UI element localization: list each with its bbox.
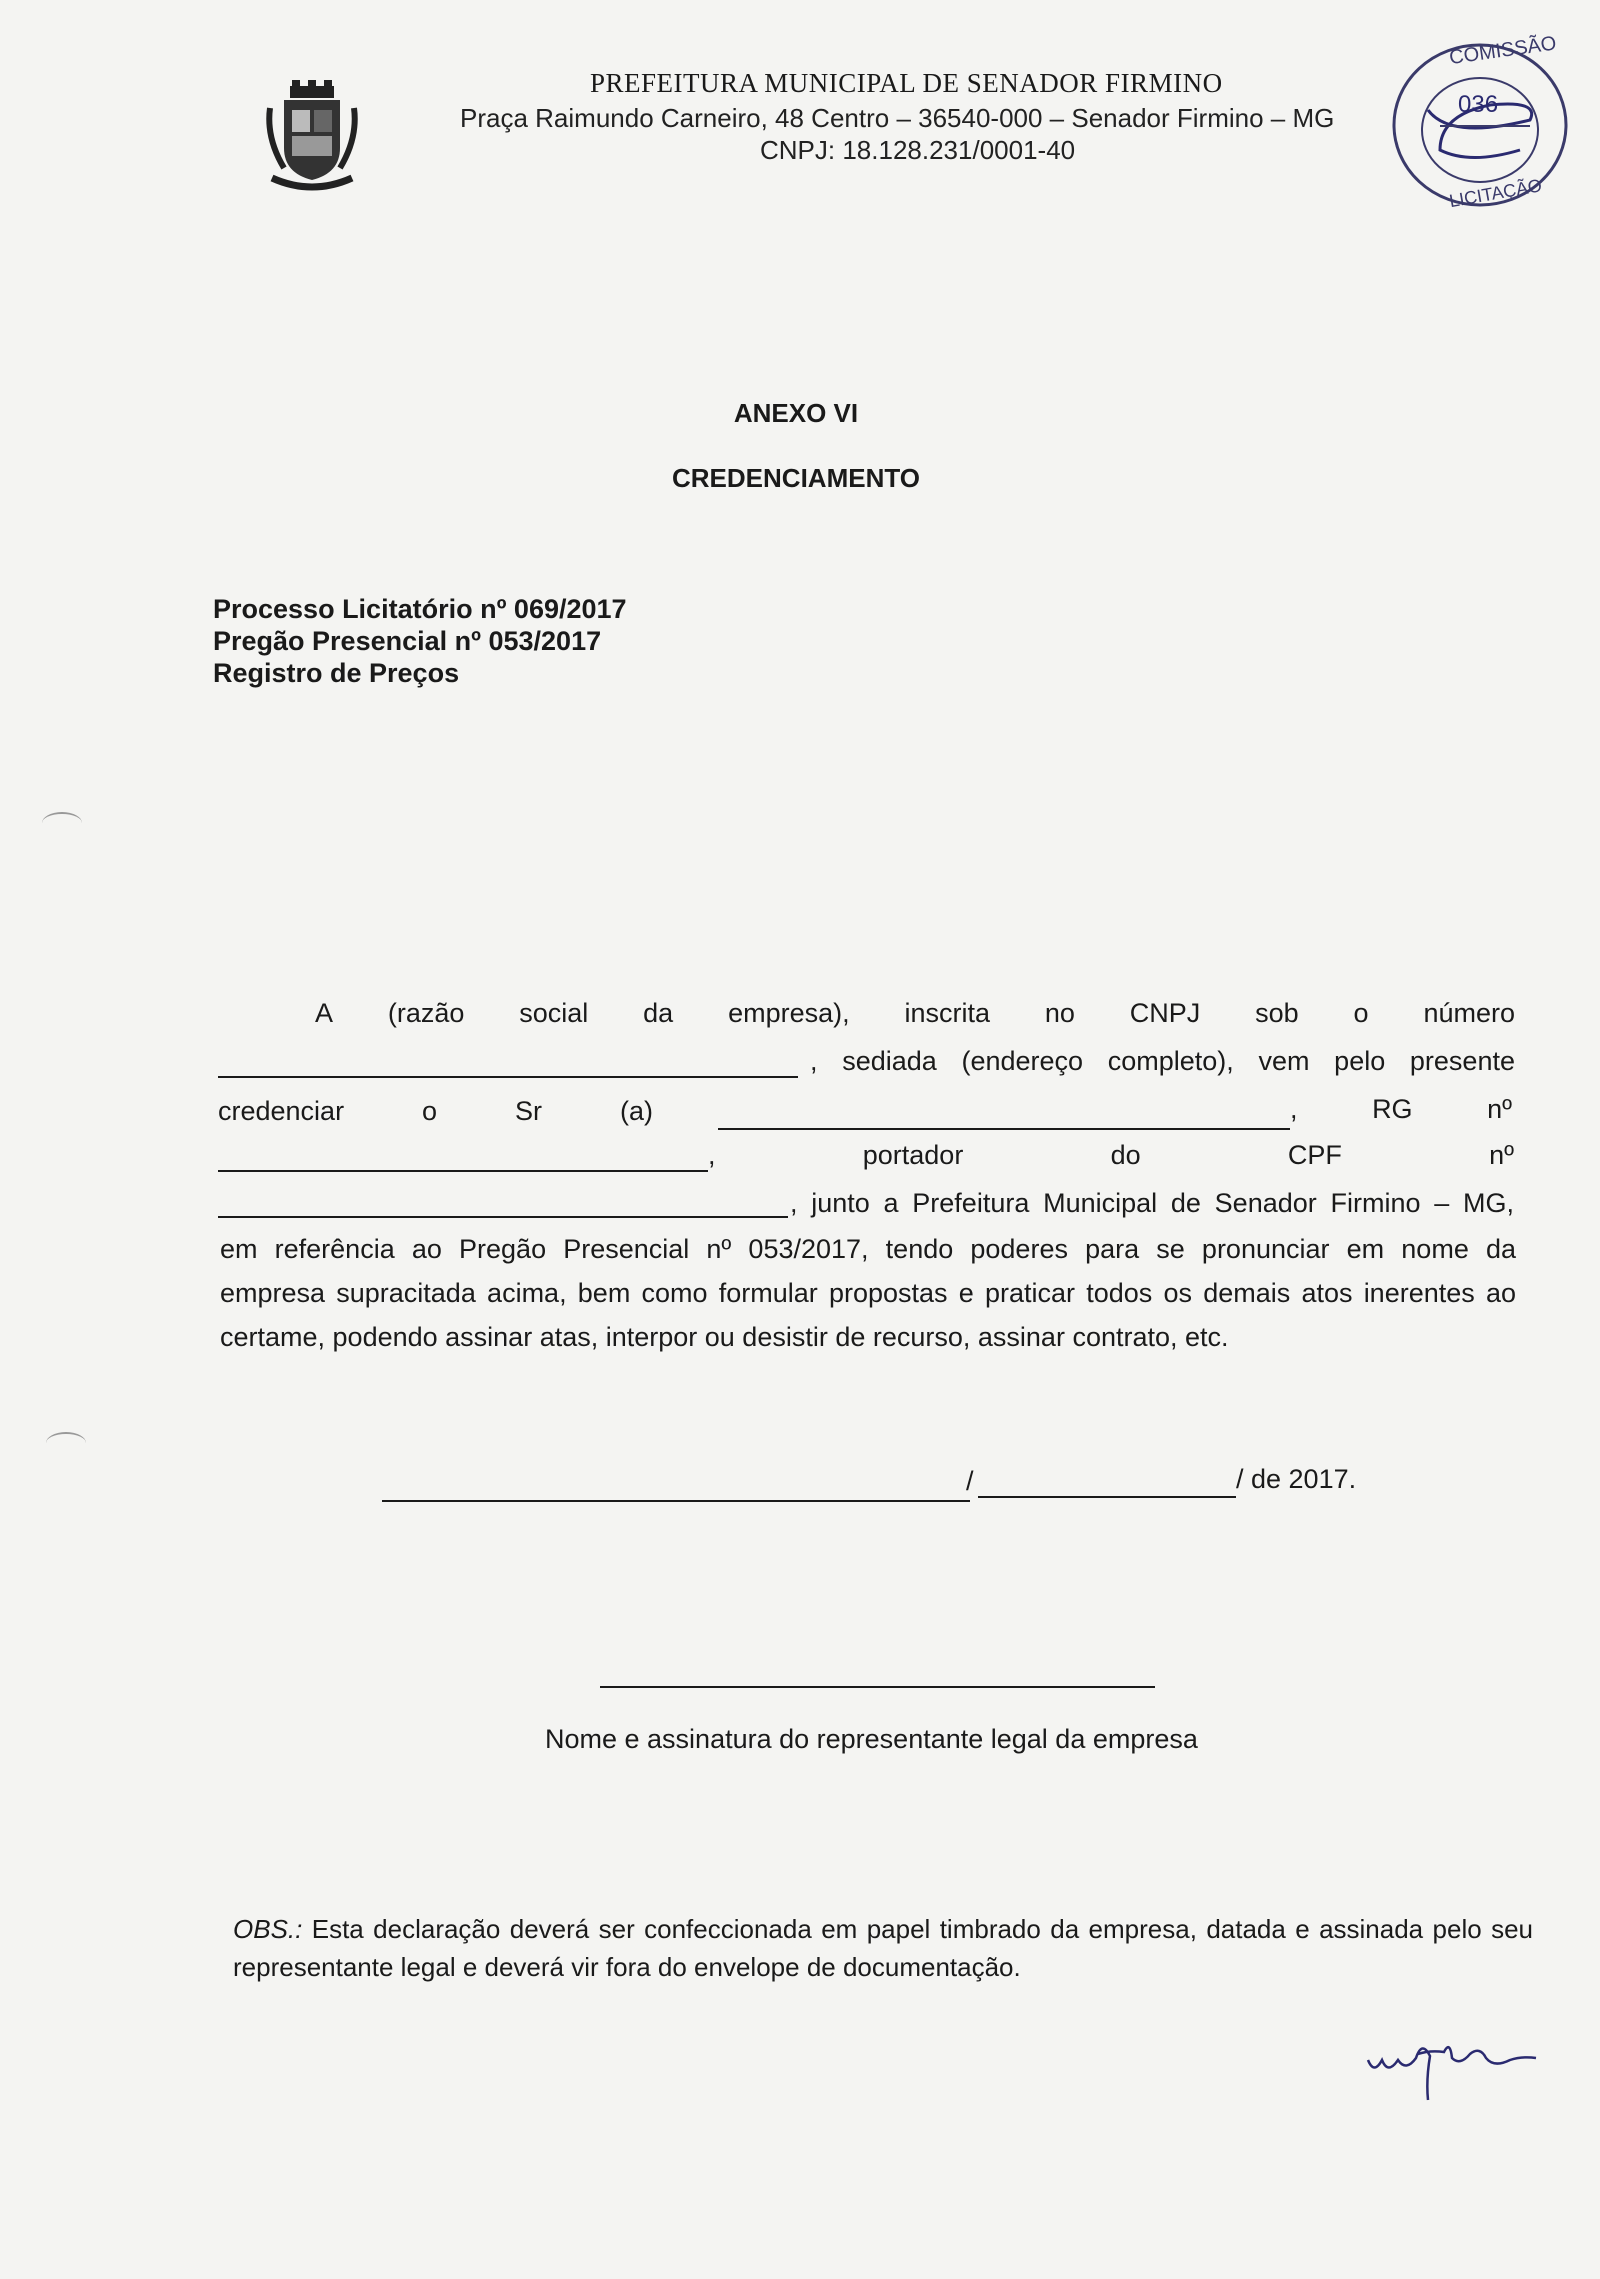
municipal-coat-of-arms (262, 78, 362, 193)
date-city-blank (382, 1500, 970, 1502)
line3_tail_words-word: RG (1372, 1094, 1413, 1124)
stamp-bottom-text: LICITAÇÃO (1447, 175, 1544, 212)
annex-title: ANEXO VI (733, 398, 859, 428)
line1_words-word: o (1353, 998, 1369, 1028)
body-line-1 (315, 998, 1515, 1029)
company-cnpj-blank (218, 1076, 798, 1078)
handwritten-initials (1360, 2020, 1560, 2110)
date-separator-1: / (966, 1466, 974, 1496)
rg-number-blank (218, 1170, 708, 1172)
process-number: Processo Licitatório nº 069/2017 (213, 594, 627, 624)
body-line-6: em referência ao Pregão Presencial nº 053/2017, tendo poderes para se pronunciar em nome da (220, 1234, 1516, 1264)
line1_words-word: sob (1255, 998, 1299, 1028)
line3_tail_words-word: , (1290, 1094, 1298, 1124)
body-line-4 (708, 1140, 1514, 1171)
body-line-3-tail (1290, 1094, 1512, 1125)
body-line-8: certame, podendo assinar atas, interpor ou desistir de recurso, assinar contrato, etc. (220, 1322, 1229, 1352)
body-line-7: empresa supracitada acima, bem como formular propostas e praticar todos os demais atos inerentes ao (220, 1278, 1516, 1308)
document-title: CREDENCIAMENTO (672, 463, 920, 493)
price-registry: Registro de Preços (213, 658, 460, 688)
scan-mark (42, 812, 82, 834)
line3_tail_words-word: nº (1487, 1094, 1512, 1124)
line4_words-word: CPF (1287, 1140, 1342, 1170)
line1_words-word: no (1044, 998, 1075, 1028)
body-line-3-head (218, 1096, 653, 1127)
cpf-number-blank (218, 1216, 788, 1218)
scan-mark (46, 1432, 86, 1454)
line4_words-word: , (708, 1140, 716, 1170)
observation-text: Esta declaração deverá ser confeccionada em papel timbrado da empresa, datada e assinada pelo seu representante legal e deverá vir fora do envelope de documentação. (233, 1914, 1533, 1982)
line1_words-word: A (315, 998, 334, 1028)
header-title: PREFEITURA MUNICIPAL DE SENADOR FIRMINO (590, 68, 1223, 98)
line1_words-word: CNPJ (1129, 998, 1201, 1028)
body-line-5: , junto a Prefeitura Municipal de Senador Firmino – MG, (790, 1188, 1514, 1218)
line3_head_words-word: Sr (515, 1096, 543, 1126)
stamp-top-text: COMISSÃO (1447, 32, 1558, 70)
observation-label: OBS.: (233, 1914, 303, 1944)
line1_words-word: da (643, 998, 674, 1028)
auction-number: Pregão Presencial nº 053/2017 (213, 626, 602, 656)
representative-name-blank (718, 1128, 1290, 1130)
signature-blank (600, 1686, 1155, 1688)
line3_head_words-word: o (422, 1096, 438, 1126)
line3_head_words-word: (a) (620, 1096, 653, 1126)
line1_words-word: inscrita (904, 998, 990, 1028)
line4_words-word: do (1110, 1140, 1141, 1170)
stamp-number: 036 (1458, 91, 1499, 118)
line1_words-word: número (1423, 998, 1515, 1028)
commission-stamp (1380, 30, 1580, 220)
signature-caption: Nome e assinatura do representante legal da empresa (545, 1724, 1198, 1754)
body-line-2: , sediada (endereço completo), vem pelo presente (810, 1046, 1515, 1076)
line3_head_words-word: credenciar (218, 1096, 345, 1126)
header-cnpj: CNPJ: 18.128.231/0001-40 (760, 135, 1076, 165)
header-address: Praça Raimundo Carneiro, 48 Centro – 36540-000 – Senador Firmino – MG (460, 103, 1335, 133)
date-month-blank (978, 1496, 1236, 1498)
line1_words-word: (razão (387, 998, 465, 1028)
observation-note (233, 1910, 1533, 1986)
line1_words-word: social (519, 998, 589, 1028)
line1_words-word: empresa), (728, 998, 850, 1028)
line4_words-word: nº (1489, 1140, 1514, 1170)
line4_words-word: portador (862, 1140, 964, 1170)
date-year-text: / de 2017. (1236, 1464, 1357, 1494)
